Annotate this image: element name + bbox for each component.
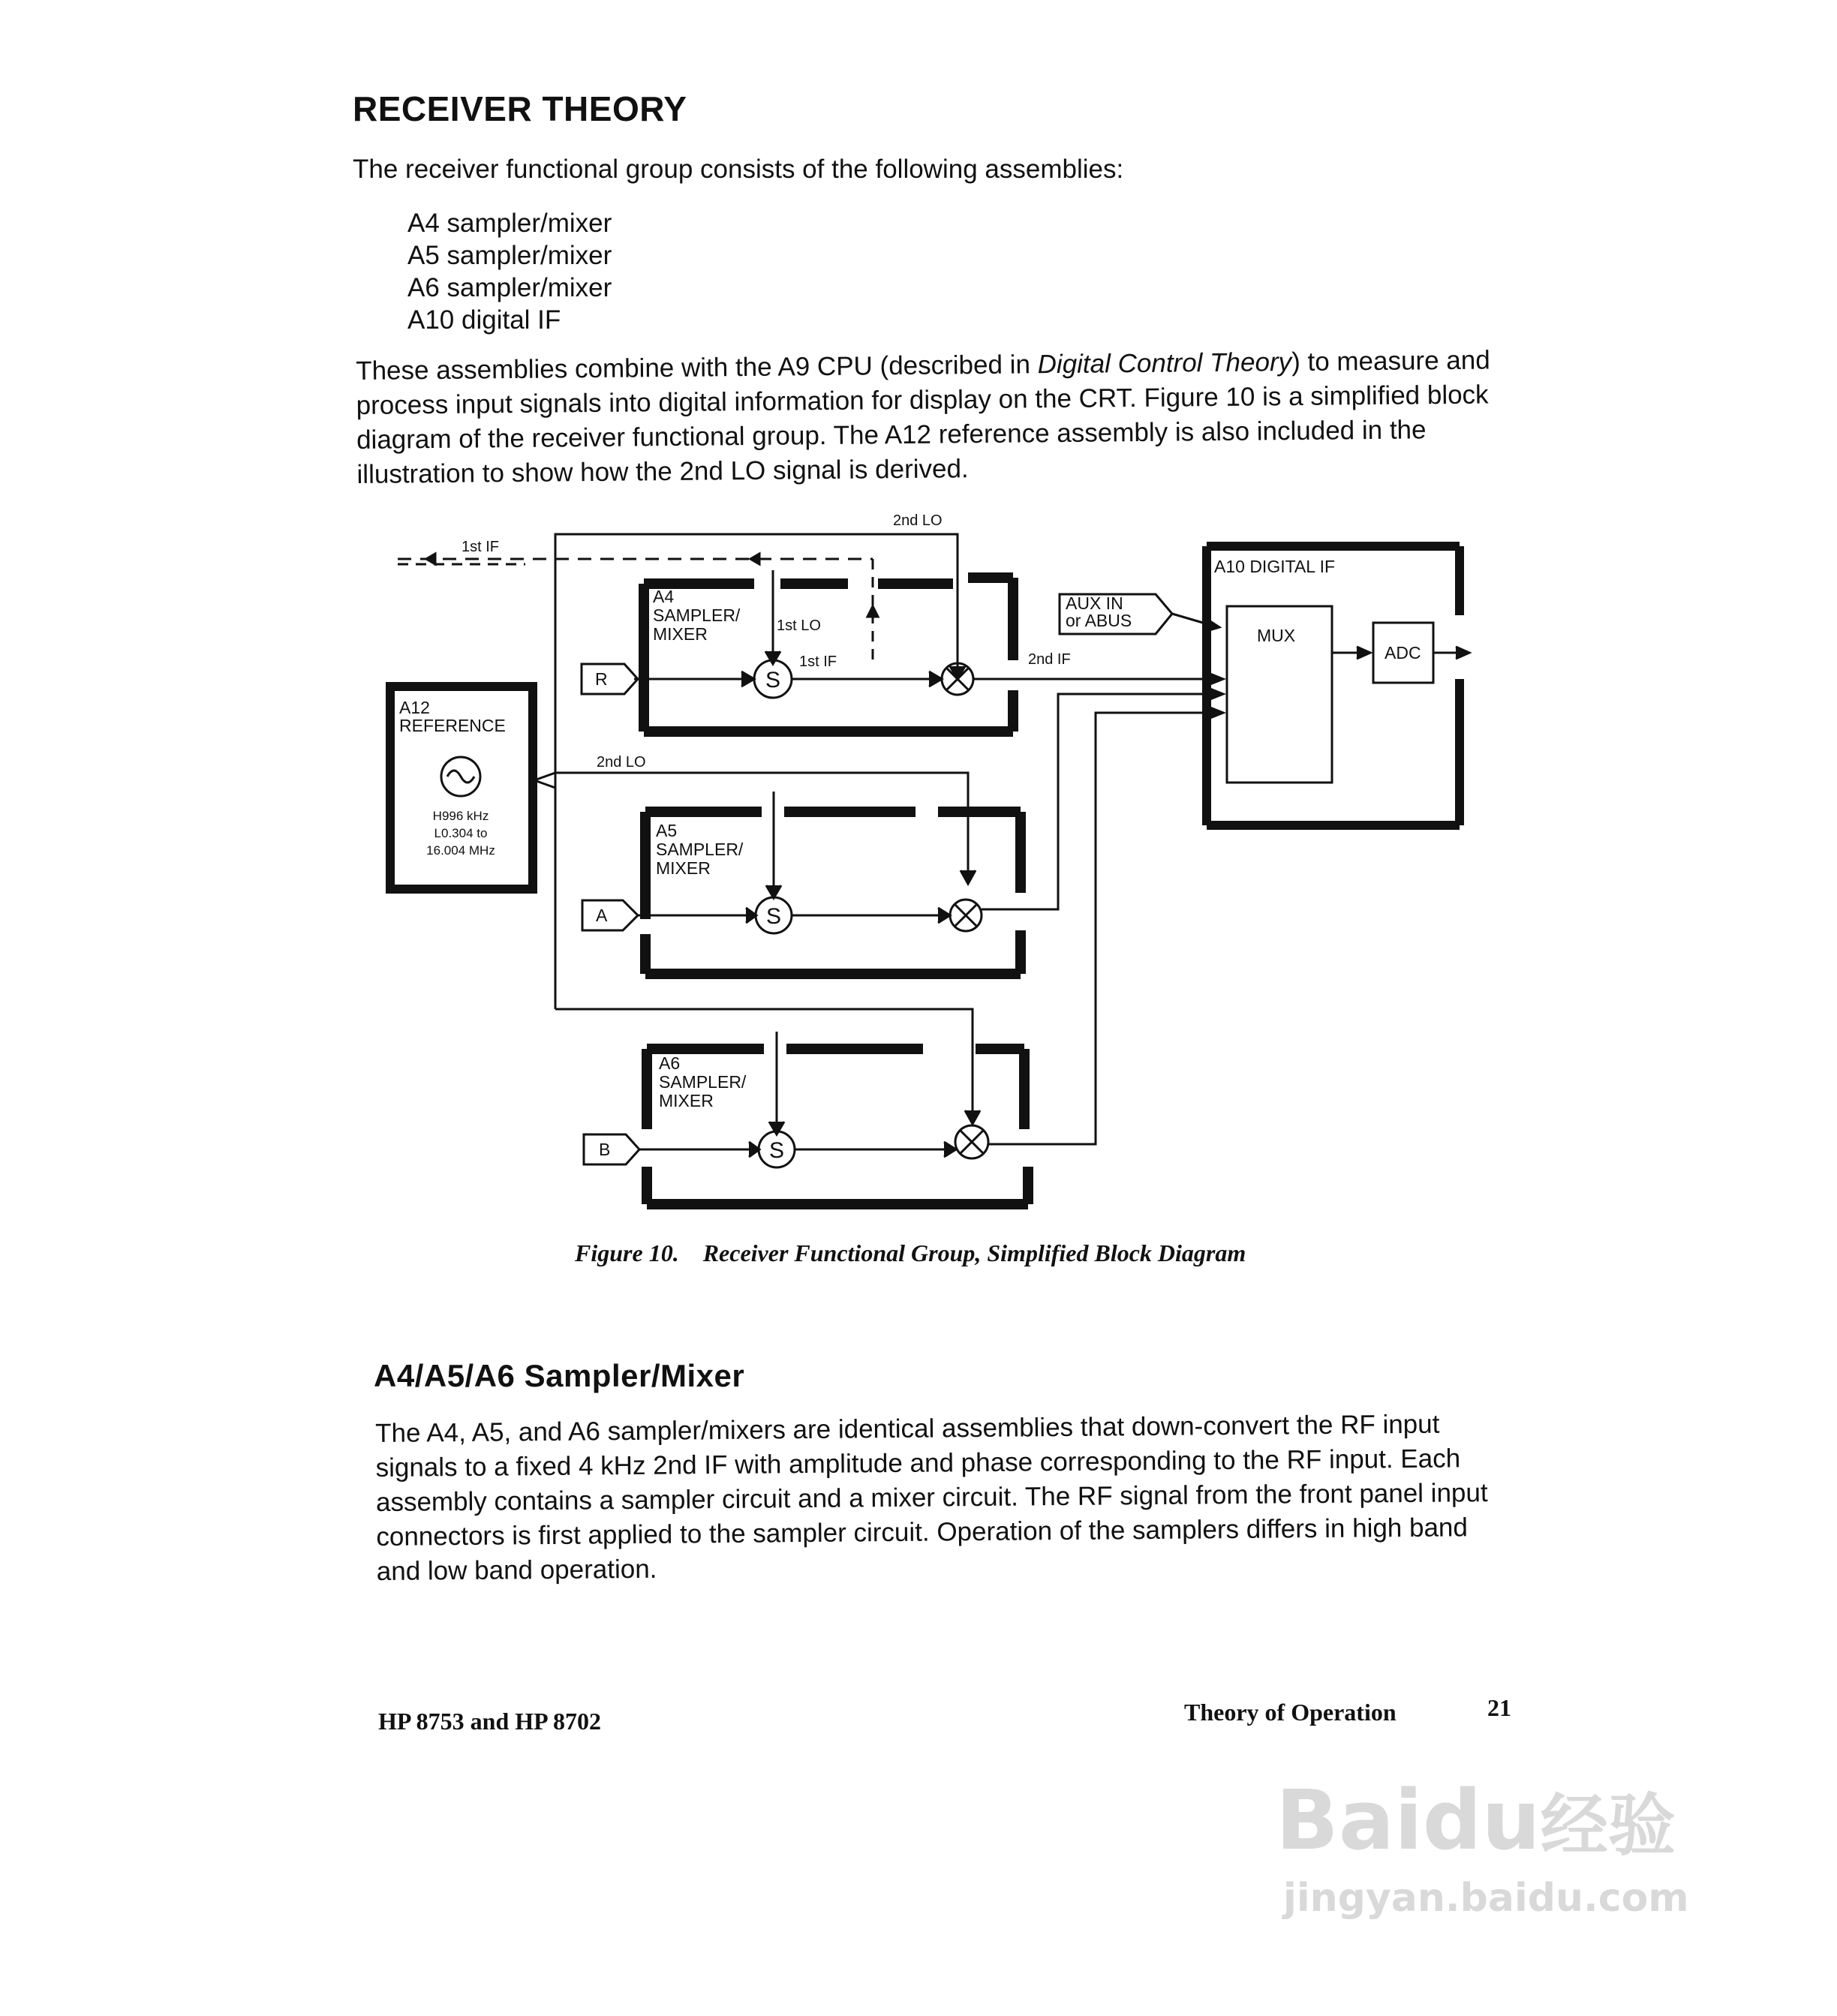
label-a4-1st-if: 1st IF <box>799 653 837 670</box>
a5-title: SAMPLER/ <box>656 840 744 859</box>
watermark-url: jingyan.baidu.com <box>1283 1876 1689 1921</box>
a5-title: MIXER <box>656 858 711 878</box>
sampler-symbol: S <box>765 668 781 693</box>
aux-in-label: AUX IN <box>1066 593 1123 613</box>
sampler-symbol: S <box>768 1138 785 1163</box>
a12-title: REFERENCE <box>399 716 506 735</box>
a6-title: SAMPLER/ <box>659 1072 747 1092</box>
label-1st-if: 1st IF <box>462 539 500 555</box>
a4-title: SAMPLER/ <box>653 605 741 625</box>
mux-label: MUX <box>1257 626 1296 645</box>
port-b-label: B <box>599 1140 611 1159</box>
paragraph-text: ) to measure and process input signals into digital information for display on the CRT. Figure 10 is a simplified block diagram of the receiver functional group. The A12 reference assembly is also included in the illustration to show how the 2nd LO signal is derived. <box>356 345 1490 489</box>
a12-frequency: H996 kHz <box>432 809 489 823</box>
watermark-text: Bai <box>1276 1772 1423 1868</box>
a6-title: A6 <box>659 1053 681 1073</box>
a4-title: MIXER <box>653 624 708 644</box>
port-a-label: A <box>596 906 608 925</box>
watermark-logo <box>1276 1771 1676 1868</box>
paragraph-text: These assemblies combine with the A9 CPU (described in <box>356 350 1038 386</box>
a10-title: A10 DIGITAL IF <box>1214 557 1336 576</box>
a6-title: MIXER <box>659 1091 714 1110</box>
label-2nd-lo-top: 2nd LO <box>893 512 943 529</box>
label-2nd-if: 2nd IF <box>1028 651 1071 668</box>
a12-title: A12 <box>399 698 430 717</box>
section-heading: RECEIVER THEORY <box>353 89 687 128</box>
figure-caption: Figure 10. Receiver Functional Group, Simplified Block Diagram <box>575 1239 1246 1266</box>
a12-frequency: 16.004 MHz <box>426 843 495 858</box>
a4-title: A4 <box>653 587 675 606</box>
aux-in-label: or ABUS <box>1066 611 1132 630</box>
label-2nd-lo-mid: 2nd LO <box>597 754 646 771</box>
footer-section: Theory of Operation <box>1184 1699 1397 1726</box>
list-item: A5 sampler/mixer <box>407 241 612 270</box>
sampler-symbol: S <box>765 904 782 929</box>
watermark-text: du <box>1422 1772 1541 1868</box>
a12-frequency: L0.304 to <box>434 826 488 840</box>
page-number: 21 <box>1487 1694 1511 1721</box>
intro-paragraph: The receiver functional group consists of the following assemblies: <box>353 155 1124 184</box>
list-item: A6 sampler/mixer <box>407 273 612 302</box>
label-a4-1st-lo: 1st LO <box>777 617 821 634</box>
cross-reference: Digital Control Theory <box>1037 347 1292 380</box>
footer-title: HP 8753 and HP 8702 <box>378 1708 601 1735</box>
adc-label: ADC <box>1385 643 1421 662</box>
list-item: A4 sampler/mixer <box>407 209 612 238</box>
sampler-paragraph: The A4, A5, and A6 sampler/mixers are identical assemblies that down-convert the RF input signals to a fixed 4 kHz 2nd IF with amplitude and phase corresponding to the RF input. Each assembly contains a sampler circuit and a mixer circuit. The RF signal from the front panel input connectors is first applied to the sampler circuit. Operation of the samplers differs in high band and low band operation. <box>375 1409 1488 1586</box>
subsection-heading: A4/A5/A6 Sampler/Mixer <box>374 1358 745 1393</box>
port-r-label: R <box>595 669 608 689</box>
list-item: A10 digital IF <box>407 305 561 335</box>
watermark-text: 经验 <box>1540 1786 1676 1865</box>
a5-title: A5 <box>656 821 678 840</box>
